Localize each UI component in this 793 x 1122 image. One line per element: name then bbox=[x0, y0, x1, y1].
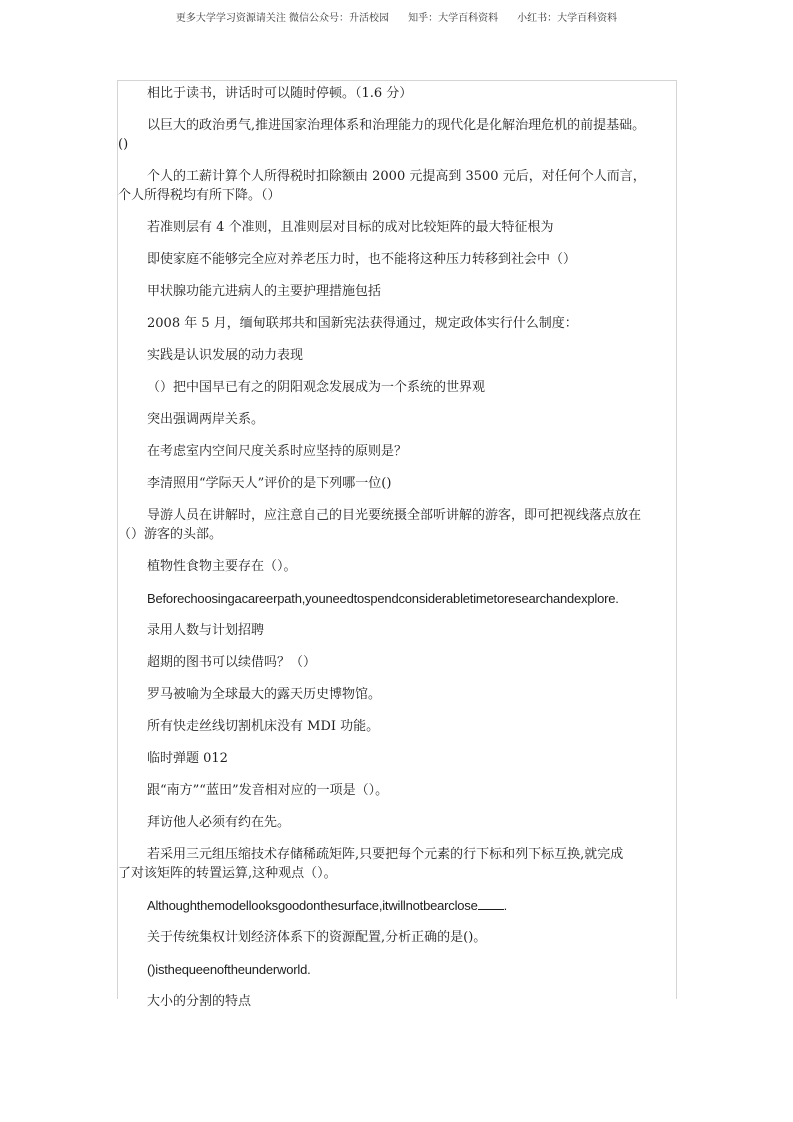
question-item: 若采用三元组压缩技术存储稀疏矩阵,只要把每个元素的行下标和列下标互换,就完成 了对该矩阵的转置运算,这种观点（）。 bbox=[118, 847, 624, 881]
question-item: 跟“南方”“蓝田”发音相对应的一项是（）。 bbox=[147, 783, 389, 798]
question-item: 关于传统集权计划经济体系下的资源配置,分析正确的是()。 bbox=[147, 930, 487, 945]
question-item: 个人的工薪计算个人所得税时扣除额由 2000 元提高到 3500 元后，对任何个人而言， 个人所得税均有所下降。（） bbox=[118, 169, 646, 203]
question-item: 植物性食物主要存在（）。 bbox=[147, 559, 297, 574]
question-item: 罗马被喻为全球最大的露天历史博物馆。 bbox=[147, 687, 382, 702]
question-item: 导游人员在讲解时，应注意自己的目光要统摄全部听讲解的游客，即可把视线落点放在 （）游客的头部。 bbox=[118, 508, 642, 542]
question-item: 若准则层有 4 个准则，且准则层对目标的成对比较矩阵的最大特征根为 bbox=[147, 220, 554, 235]
question-item: 甲状腺功能亢进病人的主要护理措施包括 bbox=[147, 284, 382, 299]
question-item: 相比于读书，讲话时可以随时停顿。（1.6 分） bbox=[147, 86, 413, 101]
question-item: Beforechoosingacareerpath,youneedtospendconsiderabletimetoresearchandexplore. bbox=[147, 591, 619, 606]
question-item: 临时弹题 012 bbox=[147, 751, 228, 766]
question-item: Althoughthemodellooksgoodonthesurface,itwillnotbearclose . bbox=[147, 898, 508, 913]
question-item: 2008 年 5 月，缅甸联邦共和国新宪法获得通过，规定政体实行什么制度： bbox=[147, 316, 578, 331]
question-item: 突出强调两岸关系。 bbox=[147, 412, 265, 427]
answer-blank bbox=[478, 897, 504, 910]
question-item: 超期的图书可以续借吗？（） bbox=[147, 655, 317, 670]
question-item: 录用人数与计划招聘 bbox=[147, 623, 265, 638]
question-item: 大小的分割的特点 bbox=[147, 994, 252, 1009]
question-item: 以巨大的政治勇气,推进国家治理体系和治理能力的现代化是化解治理危机的前提基础。 () bbox=[118, 118, 646, 152]
question-list bbox=[118, 84, 678, 1024]
question-item: 拜访他人必须有约在先。 bbox=[147, 815, 291, 830]
question-item: 所有快走丝线切割机床没有 MDI 功能。 bbox=[147, 719, 380, 734]
question-item: ()isthequeenoftheunderworld. bbox=[147, 962, 311, 977]
question-item: 即使家庭不能够完全应对养老压力时，也不能将这种压力转移到社会中（） bbox=[147, 252, 577, 267]
question-item: 在考虑室内空间尺度关系时应坚持的原则是？ bbox=[147, 444, 408, 459]
page-header: 更多大学学习资源请关注 微信公众号：升活校园 知乎：大学百科资料 小红书：大学百科资料 bbox=[175, 13, 618, 24]
question-item: 李清照用“学际天人”评价的是下列哪一位() bbox=[147, 476, 392, 491]
question-item: （）把中国早已有之的阴阳观念发展成为一个系统的世界观 bbox=[147, 380, 486, 395]
question-item: 实践是认识发展的动力表现 bbox=[147, 348, 304, 363]
